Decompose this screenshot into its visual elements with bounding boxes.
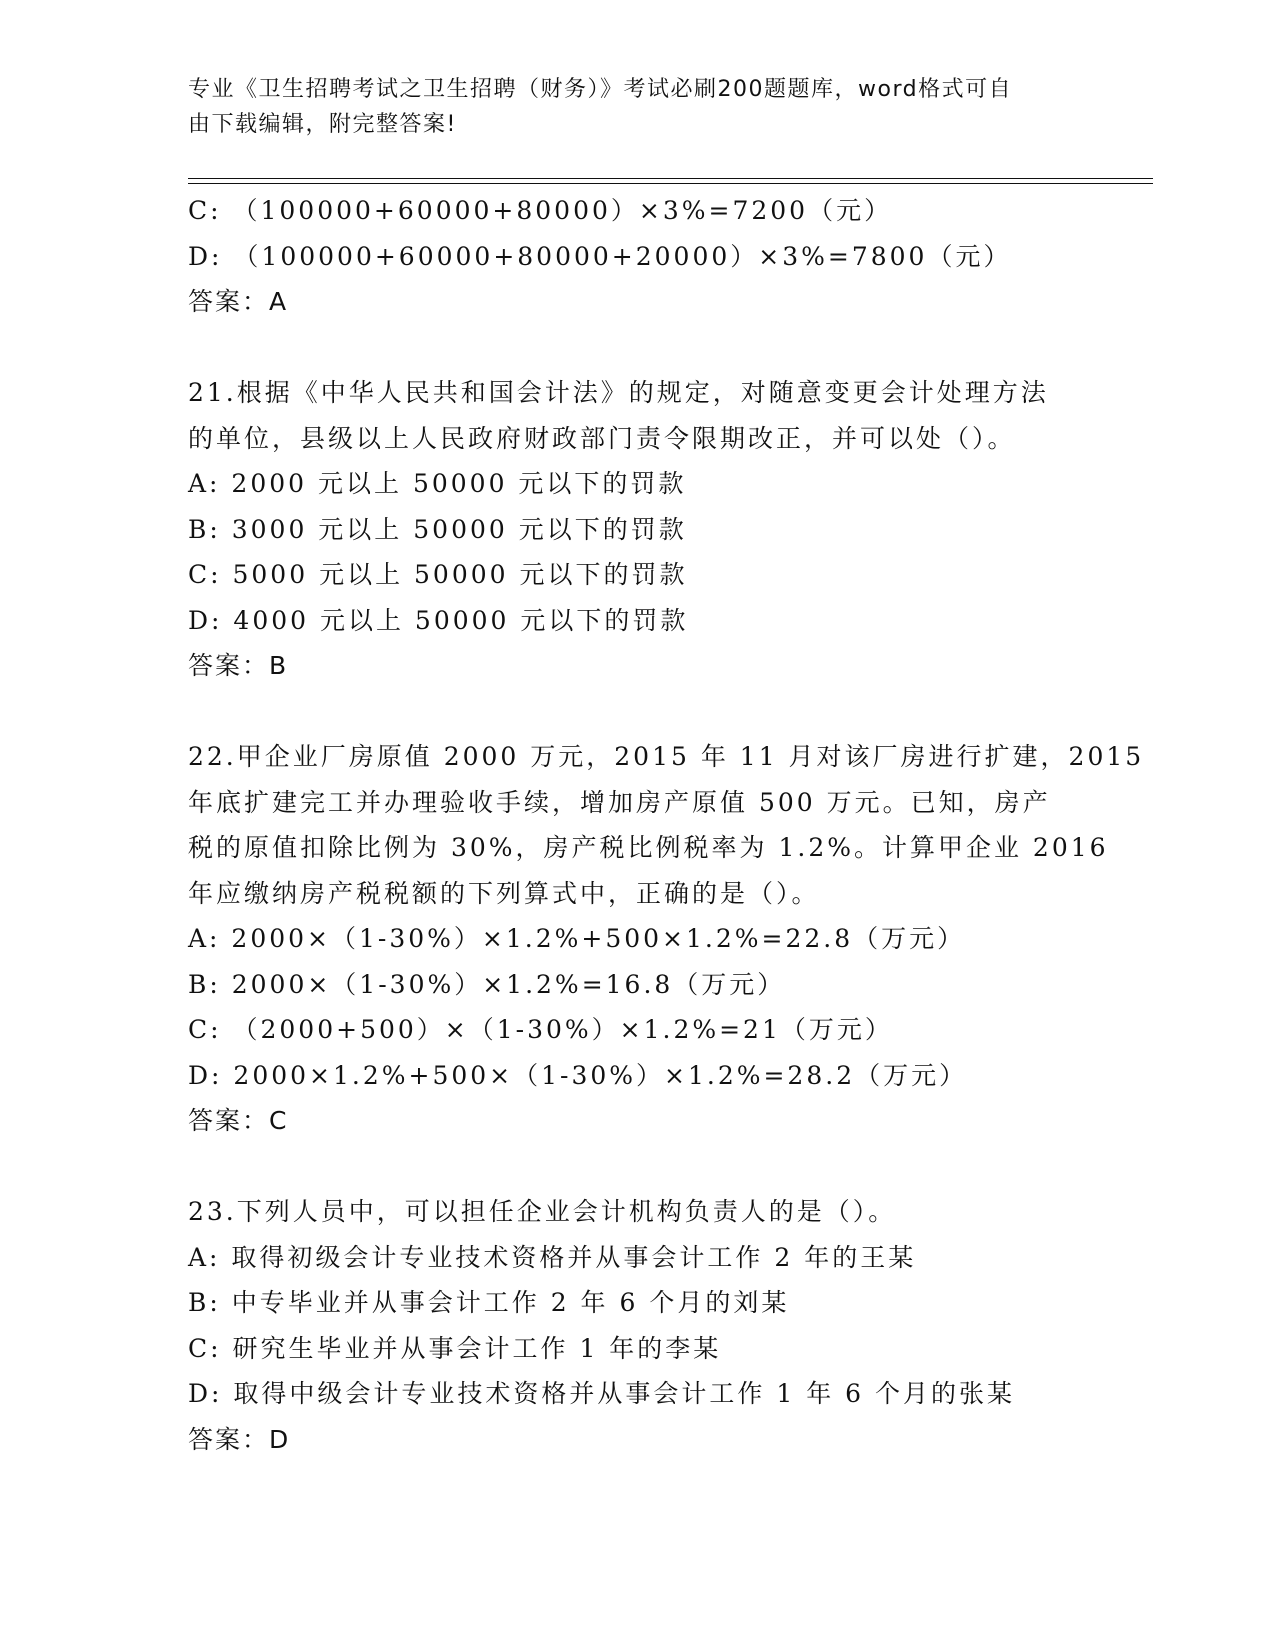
answer-line: 答案：A <box>188 287 289 316</box>
question-stem: 税的原值扣除比例为 30%，房产税比例税率为 1.2%。计算甲企业 2016 <box>188 833 1109 862</box>
answer-line: 答案：B <box>188 651 289 680</box>
option-d: D: 取得中级会计专业技术资格并从事会计工作 1 年 6 个月的张某 <box>188 1379 1016 1408</box>
question-22 <box>188 734 1145 1144</box>
question-stem: 的单位，县级以上人民政府财政部门责令限期改正，并可以处（）。 <box>188 423 1016 453</box>
option-c: C: 研究生毕业并从事会计工作 1 年的李某 <box>188 1333 722 1363</box>
question-stem: 22.甲企业厂房原值 2000 万元，2015 年 11 月对该厂房进行扩建，2015 <box>188 742 1145 771</box>
option-c: C: （2000+500）×（1-30%）×1.2%=21（万元） <box>188 1015 893 1044</box>
page-header <box>188 72 1088 142</box>
spacer <box>188 325 1088 371</box>
answer-line: 答案：D <box>188 1424 291 1454</box>
question-stem: 23.下列人员中，可以担任企业会计机构负责人的是（）。 <box>188 1197 897 1226</box>
header-line-1: 专业《卫生招聘考试之卫生招聘（财务）》考试必刷200题题库，word格式可自 <box>188 77 1013 102</box>
question-20-tail <box>188 188 1088 325</box>
option-a: A: 2000×（1-30%）×1.2%+500×1.2%=22.8（万元） <box>188 924 966 953</box>
question-stem: 年应缴纳房产税税额的下列算式中，正确的是（）。 <box>188 878 820 908</box>
option-b: B: 2000×（1-30%）×1.2%=16.8（万元） <box>188 969 786 999</box>
option-c: C: （100000+60000+80000）×3%=7200（元） <box>188 196 893 225</box>
question-stem: 年底扩建完工并办理验收手续，增加房产原值 500 万元。已知，房产 <box>188 787 1051 817</box>
option-d: D: 2000×1.2%+500×（1-30%）×1.2%=28.2（万元） <box>188 1060 968 1090</box>
option-d: D: （100000+60000+80000+20000）×3%=7800（元） <box>188 241 1012 271</box>
option-d: D: 4000 元以上 50000 元以下的罚款 <box>188 605 689 635</box>
document-body <box>188 188 1145 1462</box>
option-a: A: 取得初级会计专业技术资格并从事会计工作 2 年的王某 <box>188 1242 917 1272</box>
option-b: B: 3000 元以上 50000 元以下的罚款 <box>188 514 687 544</box>
header-divider-top <box>188 178 1153 179</box>
question-stem: 21.根据《中华人民共和国会计法》的规定，对随意变更会计处理方法 <box>188 378 1049 407</box>
option-a: A: 2000 元以上 50000 元以下的罚款 <box>188 469 687 498</box>
option-b: B: 中专毕业并从事会计工作 2 年 6 个月的刘某 <box>188 1288 790 1317</box>
question-23 <box>188 1189 1088 1462</box>
question-21 <box>188 370 1088 689</box>
answer-line: 答案：C <box>188 1106 289 1135</box>
spacer <box>188 1144 1088 1190</box>
header-line-2: 由下载编辑，附完整答案! <box>188 112 457 137</box>
header-divider-bottom <box>188 183 1153 184</box>
spacer <box>188 689 1088 735</box>
option-c: C: 5000 元以上 50000 元以下的罚款 <box>188 560 688 589</box>
